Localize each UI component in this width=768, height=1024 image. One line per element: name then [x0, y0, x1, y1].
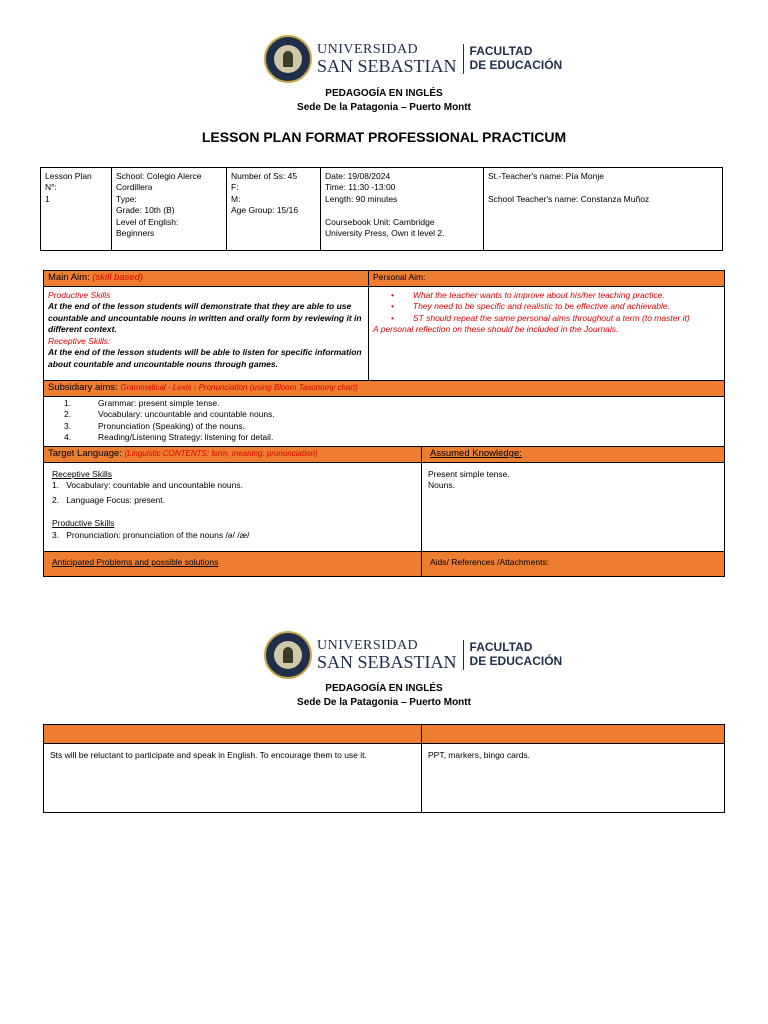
campus-name: Sede De la Patagonia – Puerto Montt	[297, 102, 471, 113]
aids-text-cell: PPT, markers, bingo cards.	[422, 744, 725, 813]
logo-san-sebastian: SAN SEBASTIAN	[317, 56, 457, 76]
personal-aim-bullet: • They need to be specific and realistic to be effective and achievable.	[391, 301, 670, 312]
aids-header: Aids/ References /Attachments:	[422, 551, 725, 576]
aims-table	[43, 270, 725, 382]
program-name: PEDAGOGÍA EN INGLÉS	[325, 88, 443, 99]
logo-university: UNIVERSIDAD	[317, 42, 419, 57]
assumed-knowledge-body: Present simple tense. Nouns.	[422, 462, 725, 551]
page-title: LESSON PLAN FORMAT PROFESSIONAL PRACTICUM	[201, 129, 567, 145]
logo-faculty: FACULTAD	[469, 44, 533, 59]
info-table	[40, 167, 723, 251]
seal-icon	[264, 631, 312, 679]
target-language-header: Target Language: (Linguistic CONTENTS: form, meaning, pronunciation)	[44, 446, 422, 462]
subsidiary-table	[43, 380, 725, 577]
personal-aim-body: • What the teacher wants to improve about his/her teaching practice. • They need to be specific and realistic to be effective and achievable. • ST should repeat the same personal aims throughout a term (to master it) A personal reflection on these should be included in the Journals.	[369, 286, 725, 381]
personal-aim-header: Personal Aim:	[369, 271, 725, 287]
logo-education: DE EDUCACIÓN	[469, 58, 563, 72]
personal-aim-bullet: • What the teacher wants to improve about his/her teaching practice.	[391, 289, 665, 300]
problems-header: Anticipated Problems and possible solutions	[44, 551, 422, 576]
target-language-body: Receptive Skills 1. Vocabulary: countable and uncountable nouns. 2. Language Focus: present. Productive Skills 3. Pronunciation: pronunciation of the nouns /ə/ /æ/	[44, 462, 422, 551]
lesson-plan-cell: Lesson Plan N°: 1	[41, 168, 112, 251]
university-logo	[264, 35, 562, 83]
main-aim-body: Productive Skills At the end of the lesson students will demonstrate that they are able to use countable and uncountable nouns in written and orally form by reviewing it in different context. Receptive Skills: At the end of the lesson students will be able to listen for specific information about countable and uncountable nouns through games.	[44, 286, 369, 381]
subsidiary-list: 1. Grammar: present simple tense. 2. Vocabulary: uncountable and countable nouns. 3. Pronunciation (Speaking) of the nouns. 4. Reading/Listening Strategy: listening for detail.	[44, 396, 725, 446]
subsidiary-header: Subsidiary aims: Grammatical - Lexis - Pronunciation (using Bloom Taxonomy chart)	[44, 381, 725, 397]
teachers-cell: St.-Teacher's name: Pía Monje School Teacher's name: Constanza Muñoz	[484, 168, 723, 251]
continuation-table	[43, 724, 725, 813]
program-name-page2: PEDAGOGÍA EN INGLÉS	[325, 683, 443, 694]
campus-name-page2: Sede De la Patagonia – Puerto Montt	[297, 697, 471, 708]
date-cell: Date: 19/08/2024 Time: 11:30 -13:00 Length: 90 minutes Coursebook Unit: Cambridge University Press, Own it level 2.	[321, 168, 484, 251]
seal-icon	[264, 35, 312, 83]
assumed-knowledge-header: Assumed Knowledge:	[422, 446, 725, 462]
students-cell: Number of Ss: 45 F: M: Age Group: 15/16	[227, 168, 321, 251]
continuation-header-right	[422, 725, 725, 744]
personal-aim-bullet: • ST should repeat the same personal aims throughout a term (to master it)	[391, 312, 690, 323]
university-logo-page2: UNIVERSIDAD SAN SEBASTIAN FACULTAD DE EDUCACIÓN	[264, 631, 562, 679]
problems-text-cell: Sts will be reluctant to participate and speak in English. To encourage them to use it.	[44, 744, 422, 813]
main-aim-header: Main Aim: (skill based)	[44, 271, 369, 287]
school-cell: School: Colegio Alerce Cordillera Type: Grade: 10th (B) Level of English: Beginners	[112, 168, 227, 251]
continuation-header-left	[44, 725, 422, 744]
